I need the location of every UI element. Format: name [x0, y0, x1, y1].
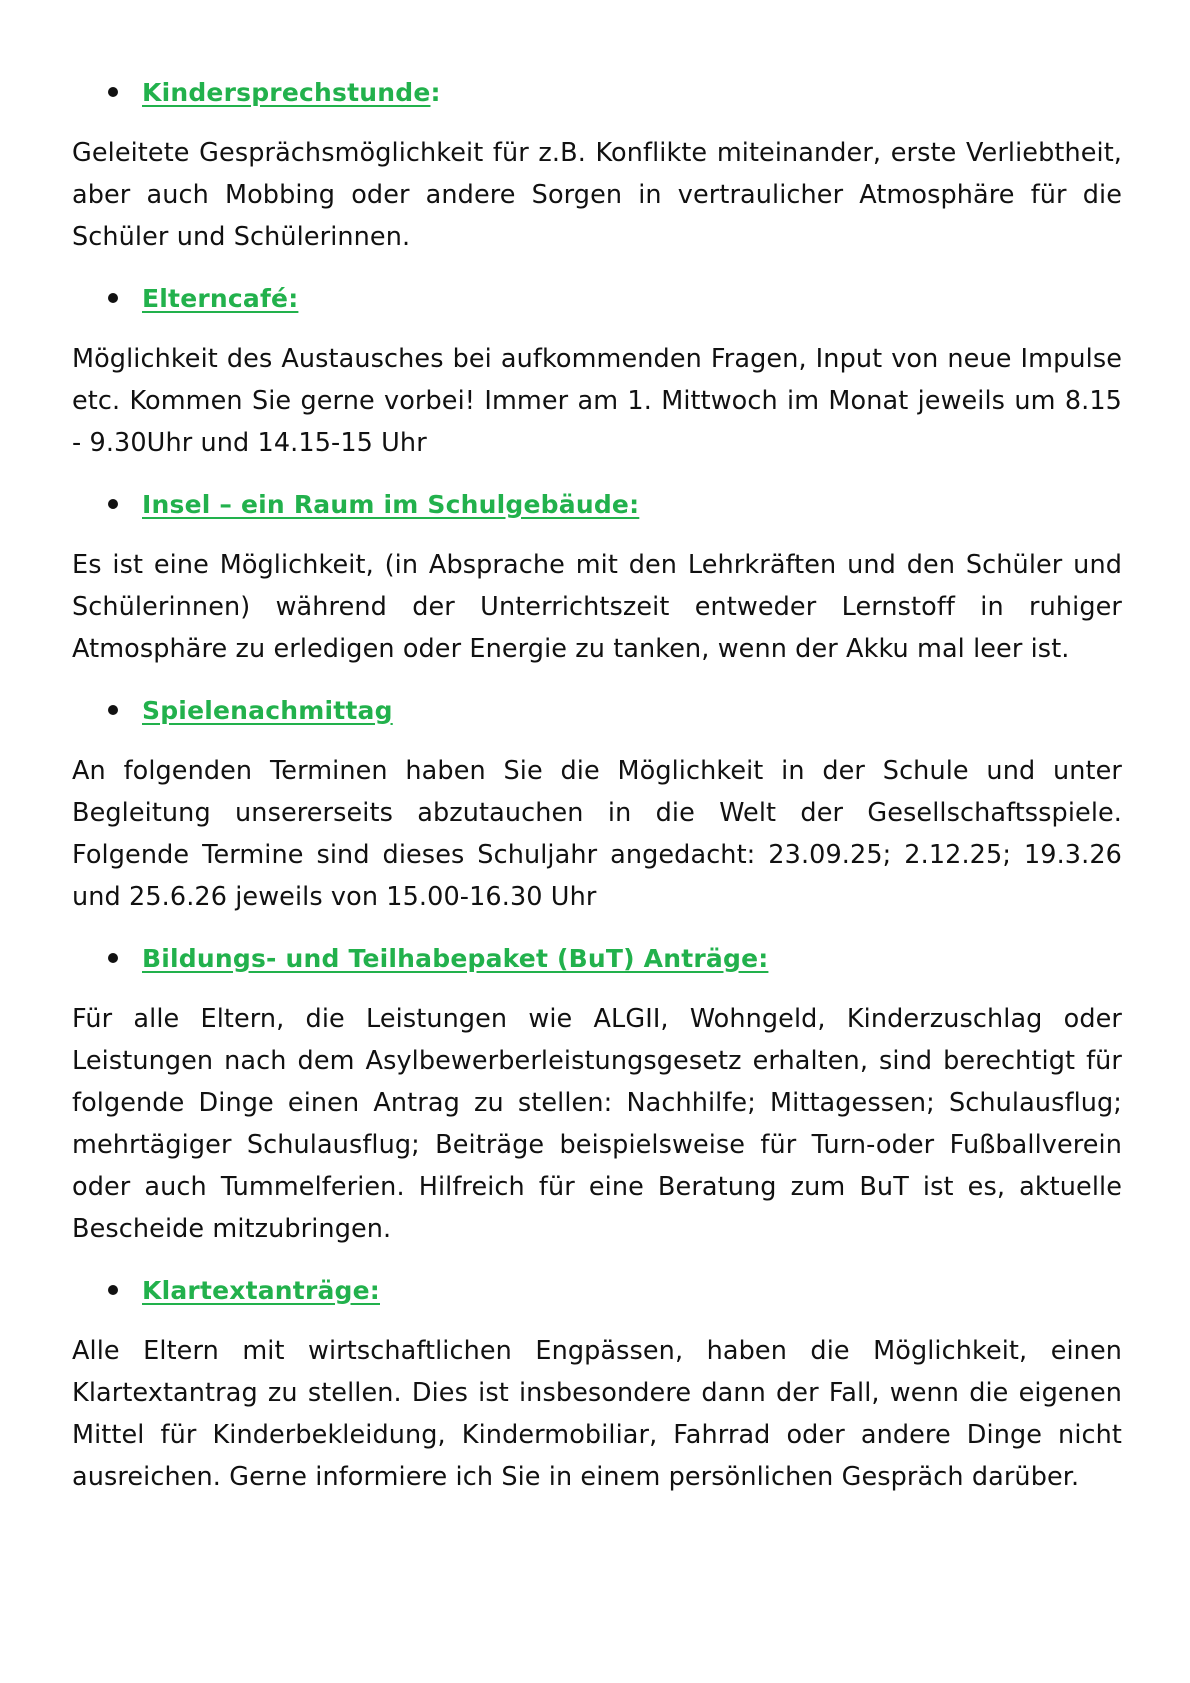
bullet-icon	[108, 705, 118, 715]
section-body: An folgenden Terminen haben Sie die Möglichkeit in der Schule und unter Begleitung unsererseits abzutauchen in die Welt der Gesellschaftsspiele. Folgende Termine sind dieses Schuljahr angedacht: 23.09.25; 2.12.25; 19.3.26 und 25.6.26 jeweils von 15.00-16.30 Uhr	[72, 756, 1122, 912]
section-but-antraege	[72, 938, 1122, 1250]
section-heading-row	[108, 278, 1122, 318]
bullet-icon	[108, 87, 118, 97]
document-content	[72, 72, 1122, 1518]
bullet-icon	[108, 499, 118, 509]
bullet-icon	[108, 953, 118, 963]
section-elterncafe	[72, 278, 1122, 464]
section-body: Möglichkeit des Austausches bei aufkommenden Fragen, Input von neue Impulse etc. Kommen Sie gerne vorbei! Immer am 1. Mittwoch im Monat jeweils um 8.15 - 9.30Uhr und 14.15-15 Uhr	[72, 344, 1122, 458]
section-kindersprechstunde	[72, 72, 1122, 258]
section-body: Geleitete Gesprächsmöglichkeit für z.B. Konflikte miteinander, erste Verliebtheit, aber auch Mobbing oder andere Sorgen in vertraulicher Atmosphäre für die Schüler und Schülerinnen.	[72, 138, 1122, 252]
section-heading: Bildungs- und Teilhabepaket (BuT) Anträge:	[142, 943, 769, 973]
section-heading-row	[108, 484, 1122, 524]
section-body: Für alle Eltern, die Leistungen wie ALGII, Wohngeld, Kinderzuschlag oder Leistungen nach dem Asylbewerberleistungsgesetz erhalten, sind berechtigt für folgende Dinge einen Antrag zu stellen: Nachhilfe; Mittagessen; Schulausflug; mehrtägiger Schulausflug; Beiträge beispielsweise für Turn-oder Fußballverein oder auch Tummelferien. Hilfreich für eine Beratung zum BuT ist es, aktuelle Bescheide mitzubringen.	[72, 1004, 1122, 1244]
section-heading-row	[108, 1270, 1122, 1310]
section-heading-row	[108, 938, 1122, 978]
section-heading: Insel – ein Raum im Schulgebäude:	[142, 489, 640, 519]
heading-suffix: :	[430, 77, 441, 107]
section-klartextantraege	[72, 1270, 1122, 1498]
section-heading-row	[108, 690, 1122, 730]
section-heading-row	[108, 72, 1122, 112]
section-heading: Spielenachmittag	[142, 695, 393, 725]
bullet-icon	[108, 1285, 118, 1295]
section-body: Es ist eine Möglichkeit, (in Absprache mit den Lehrkräften und den Schüler und Schülerinnen) während der Unterrichtszeit entweder Lernstoff in ruhiger Atmosphäre zu erledigen oder Energie zu tanken, wenn der Akku mal leer ist.	[72, 550, 1122, 664]
section-heading: Kindersprechstunde	[142, 77, 431, 107]
section-heading: Klartextanträge:	[142, 1275, 380, 1305]
section-insel	[72, 484, 1122, 670]
section-body: Alle Eltern mit wirtschaftlichen Engpässen, haben die Möglichkeit, einen Klartextantrag zu stellen. Dies ist insbesondere dann der Fall, wenn die eigenen Mittel für Kinderbekleidung, Kindermobiliar, Fahrrad oder andere Dinge nicht ausreichen. Gerne informiere ich Sie in einem persönlichen Gespräch darüber.	[72, 1336, 1122, 1492]
bullet-icon	[108, 293, 118, 303]
section-spielenachmittag	[72, 690, 1122, 918]
section-heading: Elterncafé:	[142, 283, 299, 313]
